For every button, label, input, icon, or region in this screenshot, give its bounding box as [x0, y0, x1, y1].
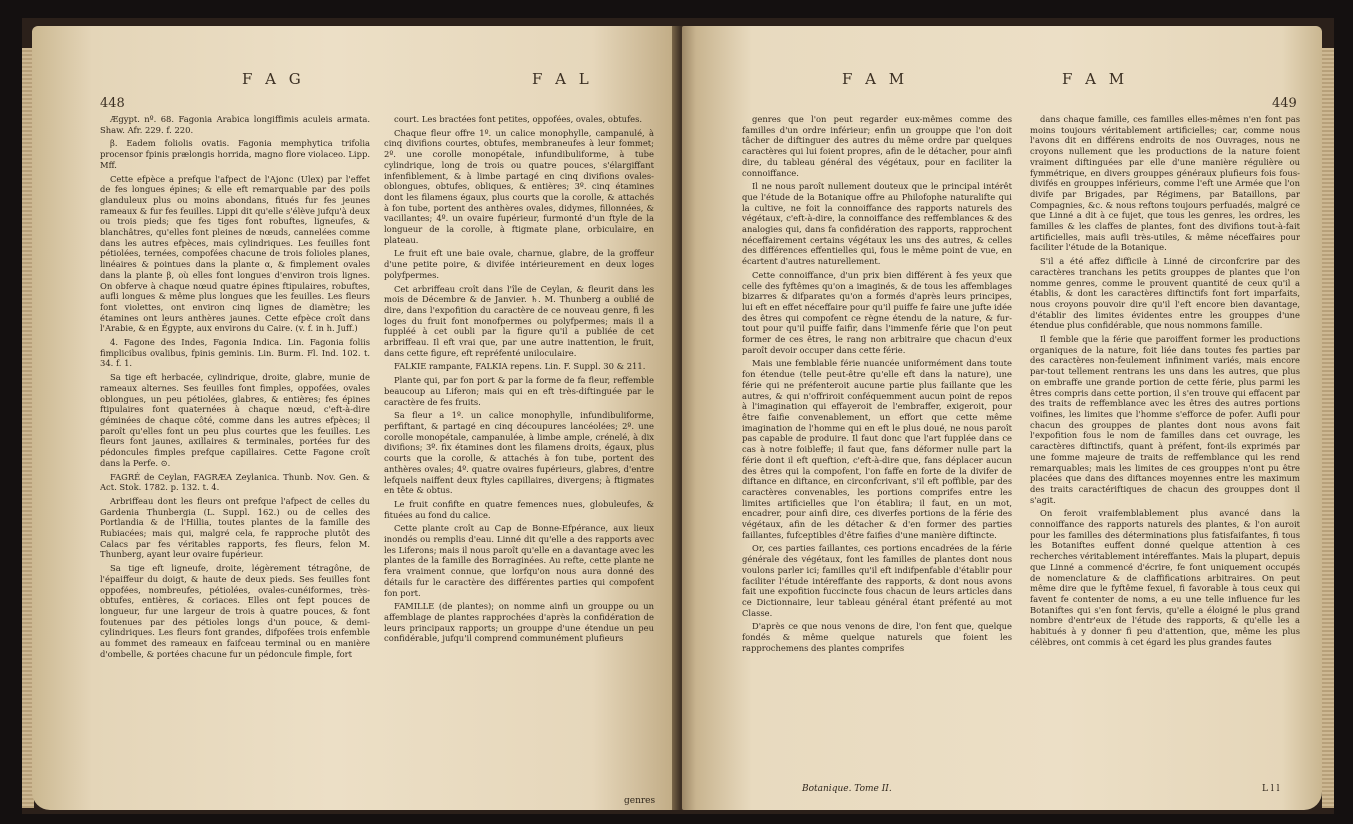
- entry-heading: FALKIE rampante, FALKIA repens. Lin. F. Suppl. 30 & 211.: [394, 361, 646, 372]
- paragraph: Cette plante croît au Cap de Bonne-Efpérance, aux lieux inondés ou remplis d'eau. Linné dit qu'elle a des rapports avec les Liferons; mais il nous paroît qu'elle en a davantage avec les plantes de la famille des Borraginées. Au refte, cette plante ne fera vraiment connue, que lorfqu'on nous aura donné des détails fur le caractère des différentes parties qui compofent fon port.: [384, 523, 654, 598]
- paragraph: Mais une femblable férie nuancée uniformément dans toute fon étendue (telle peut-être qu'elle eft dans la nature), une férie qui ne préfenteroit aucune partie plus faillante que les autres, & qui n'offriroit conféquemment aucun point de repos à l'imagination qui effayeroit de l'embraffer, exigeroit, pour être faifie convenablement, un effort que cette même imagination de l'homme qui en eft le plus doué, ne nous paroît pas capable de produire. Il faut donc que l'art fupplée dans ce cas à notre foibleffe; il faut que, fans déformer nulle part la férie dont il eft queftion, c'eft-à-dire que, fans déplacer aucun des êtres qui la compofent, l'on faffe en forte de la divifer de diftance en diftance, en circonfcrivant, s'il eft poffible, par des caractères convenables, les portions comprifes entre les limites artificielles que l'on établira; il faut, en un mot, encadrer, pour ainfi dire, ces diverfes portions de la férie des végétaux, afin de les détacher & d'en former des parties faillantes, fufceptibles d'être faifies d'une manière diftincte.: [742, 358, 1012, 540]
- page-edges-right: [1322, 48, 1334, 808]
- paragraph: Sa tige eft herbacée, cylindrique, droite, glabre, munie de rameaux alternes. Ses feuilles font fimples, oppofées, ovales oblongues, un peu pétiolées, glabres, & entières; fes épines ftipulaires font quaternées à chaque nœud, c'eft-à-dire géminées de chaque côté, comme dans les autres efpèces; il paroît qu'elles font un peu plus courtes que les feuilles. Les fleurs font jaunes, axillaires & terminales, portées fur des pédoncules fimples prefque capillaires. Cette Fagone croît dans la Perfe. ⊙.: [100, 372, 370, 468]
- paragraph: Ægypt. nº. 68. Fagonia Arabica longiffimis aculeis armata. Shaw. Afr. 229. f. 220.: [100, 114, 370, 135]
- paragraph: court. Les bractées font petites, oppofées, ovales, obtufes.: [394, 114, 643, 124]
- signature-mark: L l l: [1262, 784, 1280, 794]
- volume-footer: Botanique. Tome II.: [802, 784, 892, 794]
- page-number-left: 448: [100, 96, 125, 111]
- paragraph: Sa tige eft ligneufe, droite, légèrement tétragône, de l'épaiffeur du doigt, & haute de deux pieds. Ses feuilles font oppofées, nombreufes, pétiolées, ovales-cunéiformes, très-obtufes, entières, & coriaces. Elles ont fept pouces de longueur, fur une largeur de trois à quatre pouces, & font foutenues par des pétioles longs d'un pouce, & demi-cylindriques. Les fleurs font grandes, difpofées trois enfemble au fommet des rameaux en faifceau terminal ou en manière d'ombelle, & portées chacune fur un pédoncule fimple, fort: [100, 563, 370, 659]
- paragraph: Il femble que la férie que paroiffent former les productions organiques de la nature, foit liée dans toutes fes parties par des caractères non-feulement infiniment variés, mais encore par-tout tellement rentrans les uns dans les autres, que plus on embraffe une grande portion de cette férie, plus parmi les êtres compris dans cette portion, il s'en trouve qui effacent par des traits de reffemblance avec les êtres des autres portions voifines, les limites que l'homme s'efforce de pofer. Aufli pour chacun des grouppes de plantes dont nous avons fait l'expofition fous le nom de familles dans cet ouvrage, les caractères diftinctifs, quant à préfent, font-ils exprimés par une fomme majeure de traits de reffemblance qui les rend remarquables; mais les limites de ces grouppes n'ont pu être placées que dans des diftances moyennes entre les maximum des traits caractériftiques de chacun des grouppes dont il s'agit.: [1030, 334, 1300, 505]
- paragraph: Sa fleur a 1º. un calice monophylle, infundibuliforme, perfiftant, & partagé en cinq découpures lancéolées; 2º. une corolle monopétale, campanulée, à limbe ample, crénelé, à dix divifions; 3º. fix étamines dont les filamens droits, égaux, plus courts que la corolle, & attachés à fon tube, portent des anthères ovales; 4º. quatre ovaires fupérieurs, glabres, d'entre lefquels naiffent deux ftyles capillaires, divergens; à ftigmates en tête & obtus.: [384, 410, 654, 496]
- left-column-1: [100, 114, 370, 804]
- paragraph: On feroit vraifemblablement plus avancé dans la connoiffance des rapports naturels des plantes, & l'on auroit pour les familles des déterminations plus fatisfaifantes, fi tous les Botaniftes euffent donné quelque attention à ces recherches véritablement intéreffantes. Mais la plupart, depuis que Linné a commencé d'écrire, fe font uniquement occupés de nomenclature & de claffifications arbitraires. On peut même dire que le fyftême fexuel, fi favorable à tous ceux qui favent fe contenter de noms, a eu une telle influence fur les Botaniftes qui s'en font fervis, qu'elle a éloigné le plus grand nombre d'entr'eux de l'étude des rapports, & qu'elle les a habitués à y donner fi peu d'attention, que, même les plus célèbres, ont commis à cet égard les plus grandes fautes: [1030, 508, 1300, 647]
- paragraph: Cette efpèce a prefque l'afpect de l'Ajonc (Ulex) par l'effet de fes longues épines; & elle eft remarquable par des poils glanduleux plus ou moins abondans, fitués fur fes jeunes rameaux & fur fes feuilles. Lippi dit qu'elle s'élève jufqu'à deux ou trois pieds; que fes tiges font robuftes, ligneufes, & blanchâtres, qu'elles font pleines de nœuds, cannelées comme dans les autres efpèces, mais cylindriques. Les feuilles font pétiolées, ternées, compofées chacune de trois folioles planes, linéaires & pointues dans la plante α, & fimplement ovales dans la plante β, où elles font longues d'environ trois lignes. On obferve à chaque nœud quatre épines ftipulaires, robuftes, aufli longues & même plus longues que les feuilles. Les fleurs font violettes, ont environ cinq lignes de diamètre; les étamines ont leurs anthères jaunes. Cette efpèce croît dans l'Arabie, & en Égypte, aux environs du Caire. (v. f. in h. Juff.): [100, 173, 370, 334]
- paragraph: D'après ce que nous venons de dire, l'on fent que, quelque fondés & même quelque naturels que foient les rapprochemens des plantes comprifes: [742, 621, 1012, 653]
- paragraph: Il ne nous paroît nullement douteux que le principal intérêt que l'étude de la Botanique offre au Philofophe naturalifte qui la cultive, ne foit la connoiffance des rapports naturels des végétaux, c'eft-à-dire, la connoiffance des reffemblances & des analogies qui, dans fa confidération des rapports, rapprochent néceffairement certains végétaux les uns des autres, & celles des différences effentielles qui, fous le même point de vue, en écartent d'autres naturellement.: [742, 181, 1012, 267]
- paragraph: β. Eadem foliolis ovatis. Fagonia memphytica trifolia procensor fpinis prælongis horrida, magno flore violaceo. Lipp. Mff.: [100, 138, 370, 170]
- running-header-fam-right: F A M: [1062, 70, 1129, 88]
- paragraph: Or, ces parties faillantes, ces portions encadrées de la férie générale des végétaux, font les familles de plantes dont nous voulons parler ici; familles qu'il eft indifpenfable d'établir pour faciliter l'étude intéreffante des rapports, & dont nous avons fait une expofition fuccincte fous chacun de leurs articles dans ce Dictionnaire, leur tableau général étant préfenté au mot Classe.: [742, 543, 1012, 618]
- paragraph: 4. Fagone des Indes, Fagonia Indica. Lin. Fagonia foliis fimplicibus ovalibus, fpinis geminis. Lin. Burm. Fl. Ind. 102. t. 34. f. 1.: [100, 337, 370, 369]
- running-header-fal: F A L: [532, 70, 593, 88]
- paragraph: S'il a été affez difficile à Linné de circonfcrire par des caractères tranchans les petits grouppes de plantes que l'on nomme genres, comme le prouvent quantité de ceux qu'il a établis, & dont les caractères diftinctifs font fort imparfaits, nous croyons pouvoir dire qu'il l'eft encore bien davantage, d'établir des limites évidentes entre les grouppes d'une étendue plus confidérable, que nous nommons famille.: [1030, 256, 1300, 331]
- left-column-2: [384, 114, 654, 810]
- catchword: genres: [624, 796, 656, 806]
- open-book: [22, 18, 1334, 814]
- paragraph: Cette connoiffance, d'un prix bien différent à fes yeux que celle des fyftêmes qu'on a imaginés, & de tous les affemblages bizarres & difparates qu'on a formés d'après leurs principes, lui eft en effet néceffaire pour qu'il puiffe fe faire une jufte idée des êtres qui compofent ce règne étendu de la nature, & fur-tout pour qu'il puiffe faifir, dans l'immenfe férie que l'on peut former de ces êtres, le rang non arbitraire que chacun d'eux paroît devoir occuper dans cette férie.: [742, 269, 1012, 355]
- right-column-1: [742, 114, 1012, 774]
- paragraph: genres que l'on peut regarder eux-mêmes comme des familles d'un ordre inférieur; enfin un grouppe que l'on doit tâcher de diftinguer des autres du même ordre par quelques caractères qui lui foient propres, afin de le détacher, pour ainfi dire, du tableau général des végétaux, pour en faciliter la connoiffance.: [742, 114, 1012, 178]
- right-column-2: [1030, 114, 1300, 784]
- paragraph: Plante qui, par fon port & par la forme de fa fleur, reffemble beaucoup au Liferon; mais qui en eft très-diftinguée par le caractère de fes fruits.: [384, 375, 654, 407]
- running-header-fag: F A G: [242, 70, 305, 88]
- paragraph: Arbriffeau dont les fleurs ont prefque l'afpect de celles du Gardenia Thunbergia (L. Suppl. 162.) ou de celles des Portlandia & de l'Hillia, toutes plantes de la famille des Rubiacées; mais qui, malgré cela, fe rapproche plutôt des Calacs par fes véritables rapports, fes fleurs, felon M. Thunberg, ayant leur ovaire fupérieur.: [100, 495, 370, 560]
- running-header-fam-left: F A M: [842, 70, 909, 88]
- paragraph: dans chaque famille, ces familles elles-mêmes n'en font pas moins toujours véritablement artificielles; car, comme nous l'avons dit en différens endroits de nos Ouvrages, nous ne croyons nullement que les productions de la nature foient vraiment diftinguées par elle d'une manière régulière ou fymmétrique, en divers grouppes généraux plufieurs fois fous-divifés en grouppes inférieurs, comme l'eft une Armée que l'on divife par Brigades, par Régimens, par Bataillons, par Compagnies, &c. & nous reftons toujours perfuadés, malgré ce que Linné a dit à ce fujet, que tous les genres, les ordres, les familles & les claffes de plantes, font des divifions tout-à-fait artificielles, mais aufli très-utiles, & même néceffaires pour faciliter l'étude de la Botanique.: [1030, 114, 1300, 253]
- paragraph: Le fruit confifte en quatre femences nues, globuleufes, & fituées au fond du calice.: [384, 498, 654, 520]
- paragraph: Chaque fleur offre 1º. un calice monophylle, campanulé, à cinq divifions courtes, obtufes, membraneufes à leur fommet; 2º. une corolle monopétale, infundibuliforme, à tube cylindrique, long de trois ou quatre pouces, s'élargiffant infenfiblement, & à limbe partagé en cinq divifions ovales-oblongues, obtufes, obliques, & entières; 3º. cinq étamines dont les filamens égaux, plus courts que la corolle, & attachés à fon tube, portent des anthères ovales, didymes, fillonnées, & vacillantes; 4º. un ovaire fupérieur, furmonté d'un ftyle de la longueur de la corolle, à ftigmate plane, orbiculaire, en plateau.: [384, 127, 654, 245]
- paragraph: Cet arbriffeau croît dans l'île de Ceylan, & fleurit dans les mois de Décembre & de Janvier. ♄. M. Thunberg a oublié de dire, dans l'expofition du caractère de ce nouveau genre, fi les loges du fruit font monofpermes ou polyfpermes; mais il a fuppléé à cet oubli par la figure qu'il a publiée de cet arbriffeau. Il eft vrai que, par une autre inattention, le fruit, dans cette figure, eft repréfenté uniloculaire.: [384, 283, 654, 358]
- paragraph: Le fruit eft une baie ovale, charnue, glabre, de la groffeur d'une petite poire, & divifée intérieurement en deux loges polyfpermes.: [384, 248, 654, 280]
- page-number-right: 449: [1272, 96, 1297, 111]
- right-page: [682, 26, 1322, 810]
- entry-heading: FAMILLE (de plantes); on nomme ainfi un grouppe ou un affemblage de plantes rapprochées d'après la confidération de leurs principaux rapports; un grouppe d'une étendue un peu confidérable, jufqu'il comprend communément plufieurs: [384, 601, 654, 644]
- left-page: [32, 26, 680, 810]
- entry-heading: FAGRÉ de Ceylan, FAGRÆA Zeylanica. Thunb. Nov. Gen. & Act. Stok. 1782. p. 132. t. 4.: [100, 471, 370, 493]
